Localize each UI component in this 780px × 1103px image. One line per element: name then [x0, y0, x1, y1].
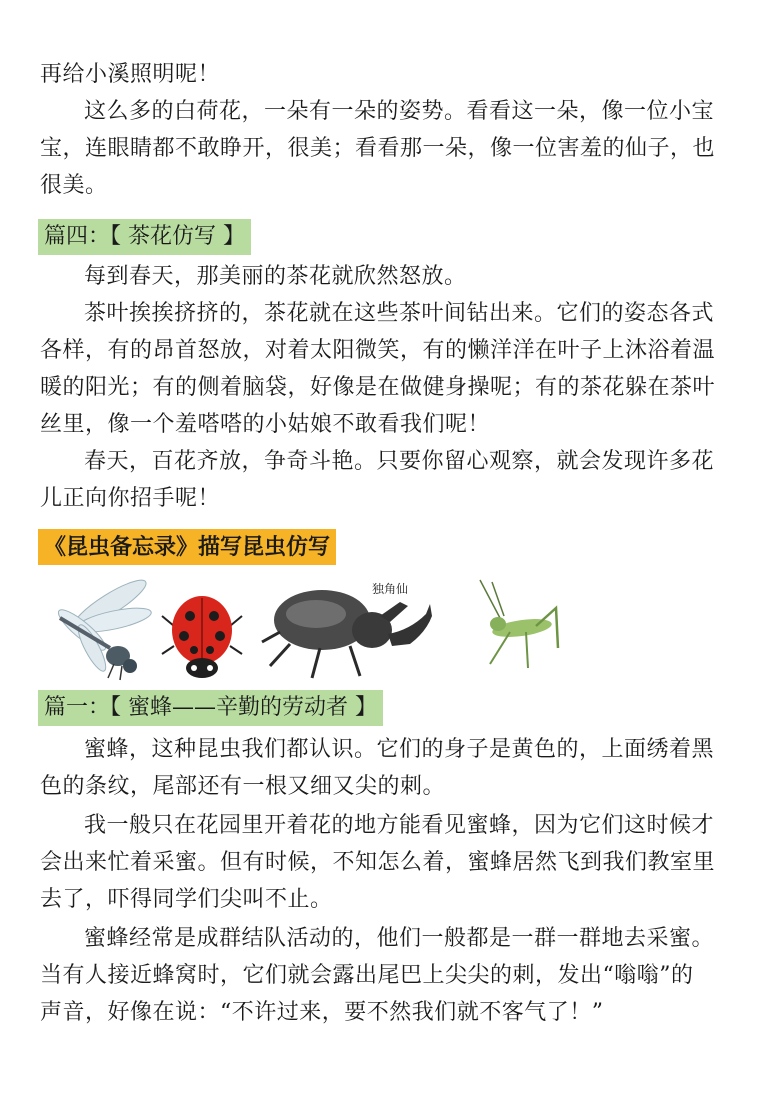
paragraph-line: 会出来忙着采蜜。但有时候，不知怎么着，蜜蜂居然飞到我们教室里 — [40, 850, 716, 875]
section-heading-tea: 篇四：【 茶花仿写 】 — [38, 219, 251, 255]
paragraph-line: 去了，吓得同学们尖叫不止。 — [40, 887, 333, 912]
figure-caption: 独角仙 — [372, 582, 409, 596]
paragraph-line: 丝里，像一个羞嗒嗒的小姑娘不敢看我们呢！ — [40, 412, 491, 437]
dragonfly-icon — [52, 578, 156, 682]
grasshopper-icon — [470, 578, 562, 674]
paragraph-line: 声音，好像在说：“不许过来，要不然我们就不客气了！” — [40, 1000, 604, 1025]
paragraph-line: 色的条纹，尾部还有一根又细又尖的刺。 — [40, 774, 446, 799]
paragraph-line: 再给小溪照明呢！ — [40, 62, 221, 87]
paragraph-line: 茶叶挨挨挤挤的，茶花就在这些茶叶间钻出来。它们的姿态各式 — [84, 301, 715, 326]
paragraph-line: 我一般只在花园里开着花的地方能看见蜜蜂，因为它们这时候才 — [84, 813, 715, 838]
paragraph-line: 各样，有的昂首怒放，对着太阳微笑，有的懒洋洋在叶子上沐浴着温 — [40, 338, 716, 363]
paragraph-line: 宝，连眼睛都不敢睁开，很美；看看那一朵，像一位害羞的仙子，也 — [40, 136, 716, 161]
paragraph-line: 很美。 — [40, 173, 108, 198]
section-heading-bee: 篇一：【 蜜蜂——辛勤的劳动者 】 — [38, 690, 383, 726]
section-heading-insects: 《昆虫备忘录》描写昆虫仿写 — [38, 529, 336, 565]
insect-illustrations — [40, 578, 600, 688]
paragraph-line: 儿正向你招手呢！ — [40, 486, 221, 511]
paragraph-line: 蜜蜂经常是成群结队活动的，他们一般都是一群一群地去采蜜。 — [84, 926, 715, 951]
paragraph-line: 当有人接近蜂窝时，它们就会露出尾巴上尖尖的刺，发出“嗡嗡”的 — [40, 963, 694, 988]
paragraph-line: 蜜蜂，这种昆虫我们都认识。它们的身子是黄色的，上面绣着黑 — [84, 737, 715, 762]
beetle-icon — [260, 584, 450, 684]
ladybug-icon — [160, 586, 244, 682]
paragraph-line: 春天，百花齐放，争奇斗艳。只要你留心观察，就会发现许多花 — [84, 449, 715, 474]
paragraph-line: 这么多的白荷花，一朵有一朵的姿势。看看这一朵，像一位小宝 — [84, 99, 715, 124]
paragraph-line: 每到春天，那美丽的茶花就欣然怒放。 — [84, 264, 467, 289]
paragraph-line: 暖的阳光；有的侧着脑袋，好像是在做健身操呢；有的茶花躲在茶叶 — [40, 375, 716, 400]
